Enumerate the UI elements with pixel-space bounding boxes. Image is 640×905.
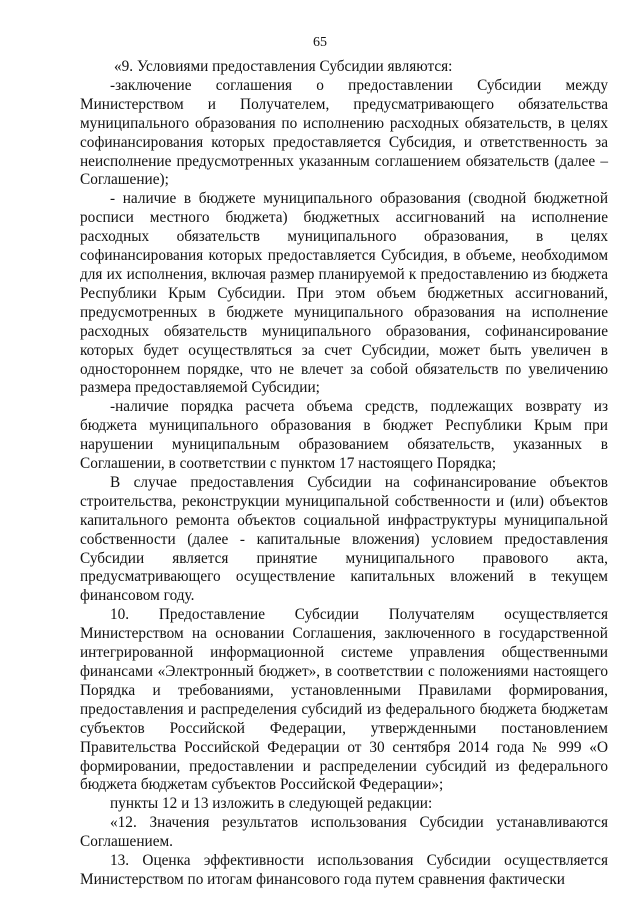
- paragraph-amendment-note: пункты 12 и 13 изложить в следующей редакции:: [110, 795, 433, 813]
- paragraph-agreement-condition: -заключение соглашения о предоставлении Субсидии между Министерством и Получателем, предусматривающего обязательства муниципального образования по исполнению расходных обязательств, в целях софинансирования которых предоставляется Субсидия, и ответственность за неисполнение предусмотренных указанным соглашением обязательств (далее – Соглашение);: [80, 76, 608, 189]
- paragraph-refund-procedure-condition: -наличие порядка расчета объема средств, подлежащих возврату из бюджета муниципального образования в бюджет Республики Крым при нарушении муниципальным образованием обязательств, указанных в Соглашении, в соответствии с пунктом 17 настоящего Порядка;: [80, 398, 608, 473]
- document-body: [80, 58, 608, 890]
- paragraph-item-10: 10. Предоставление Субсидии Получателям осуществляется Министерством на основании Соглашения, заключенного в государственной интегрированной информационной системе управления общественными финансами «Электронный бюджет», в соответствии с положениями настоящего Порядка и требованиями, установленными Правилами формирования, предоставления и распределения субсидий из федерального бюджета бюджетам субъектов Российской Федерации, утвержденными постановлением Правительства Российской Федерации от 30 сентября 2014 года № 999 «О формировании, предоставлении и распределении субсидий из федерального бюджета бюджетам субъектов Российской Федерации»;: [80, 606, 608, 794]
- page-number: 65: [313, 35, 327, 50]
- paragraph-conditions-heading: «9. Условиями предоставления Субсидии являются:: [114, 58, 453, 75]
- paragraph-budget-allocation-condition: - наличие в бюджете муниципального образования (сводной бюджетной росписи местного бюджета) бюджетных ассигнований на исполнение расходных обязательств муниципального образования, в целях софинансирования которых предоставляется Субсидия, в объеме, необходимом для их исполнения, включая размер планируемой к предоставлению из бюджета Республики Крым Субсидии. При этом объем бюджетных ассигнований, предусмотренных в бюджете муниципального образования на исполнение расходных обязательств муниципального образования, софинансирование которых будет осуществляться за счет Субсидии, может быть увеличен в одностороннем порядке, что не влечет за собой обязательств по увеличению размера предоставляемой Субсидии;: [80, 190, 608, 397]
- paragraph-item-12: «12. Значения результатов использования Субсидии устанавливаются Соглашением.: [80, 814, 608, 851]
- paragraph-capital-investments: В случае предоставления Субсидии на софинансирование объектов строительства, реконструкции муниципальной собственности и (или) объектов капитального ремонта объектов социальной инфраструктуры муниципальной собственности (далее - капитальные вложения) условием предоставления Субсидии является принятие муниципального правового акта, предусматривающего осуществление капитальных вложений в текущем финансовом году.: [80, 473, 608, 605]
- paragraph-item-13: 13. Оценка эффективности использования Субсидии осуществляется Министерством по итогам финансового года путем сравнения фактически: [80, 852, 608, 888]
